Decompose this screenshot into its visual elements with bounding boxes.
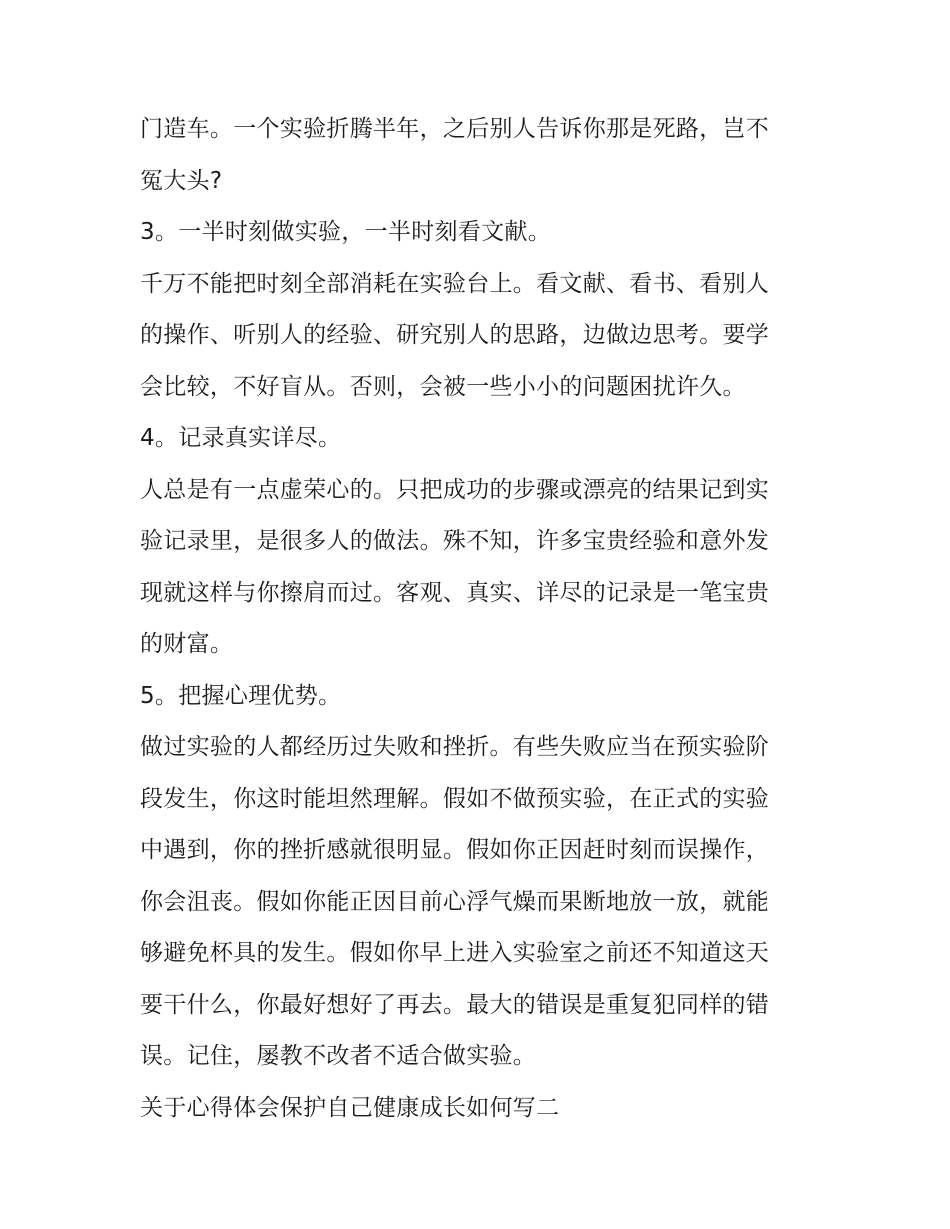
text-line: 人总是有一点虚荣心的。只把成功的步骤或漂亮的结果记到实	[140, 476, 770, 503]
section-heading: 4。记录真实详尽。	[140, 425, 342, 451]
text-line: 误。记住，屡教不改者不适合做实验。	[140, 1043, 537, 1069]
text-line: 千万不能把时刻全部消耗在实验台上。看文献、看书、看别人	[140, 270, 770, 297]
text-line: 要干什么，你最好想好了再去。最大的错误是重复犯同样的错	[140, 991, 770, 1018]
text-line: 够避免杯具的发生。假如你早上进入实验室之前还不知道这天	[140, 940, 770, 966]
text-line: 中遇到，你的挫折感就很明显。假如你正因赶时刻而误操作，	[140, 837, 770, 863]
text-line: 的操作、听别人的经验、研究别人的思路，边做边思考。要学	[140, 322, 770, 348]
text-line: 门造车。一个实验折腾半年，之后别人告诉你那是死路，岂不	[140, 116, 770, 142]
text-line: 现就这样与你擦肩而过。客观、真实、详尽的记录是一笔宝贵	[140, 579, 770, 606]
text-line: 验记录里，是很多人的做法。殊不知，许多宝贵经验和意外发	[140, 528, 770, 554]
text-line: 段发生，你这时能坦然理解。假如不做预实验，在正式的实验	[140, 785, 770, 812]
text-line: 的财富。	[140, 631, 234, 657]
text-line: 做过实验的人都经历过失败和挫折。有些失败应当在预实验阶	[140, 734, 770, 760]
text-line: 冤大头?	[140, 167, 223, 194]
document-body	[140, 104, 820, 1134]
text-line: 你会沮丧。假如你能正因目前心浮气燥而果断地放一放，就能	[140, 888, 770, 915]
section-heading: 3。一半时刻做实验，一半时刻看文献。	[140, 219, 552, 245]
document-subtitle: 关于心得体会保护自己健康成长如何写二	[140, 1094, 560, 1121]
text-line: 会比较，不好盲从。否则，会被一些小小的问题困扰许久。	[140, 373, 746, 400]
section-heading: 5。把握心理优势。	[140, 682, 342, 709]
